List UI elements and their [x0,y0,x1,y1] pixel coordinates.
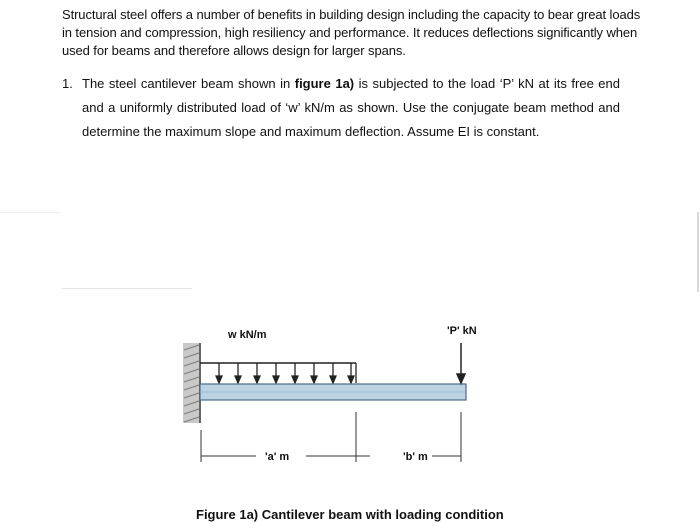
udl-arrow [348,363,354,383]
question-text-after: is subjected to the load ‘P’ kN at its free end and a uniformly distributed load of ‘w’ kN/m as shown. Use the conjugate beam method and determine the maximum slope and maximum deflection. Assume EI is constant. [82,76,620,139]
figure-reference: figure 1a) [294,76,355,91]
span-b-label: 'b' m [403,451,428,463]
udl-arrow [216,363,222,383]
point-load-arrow [457,343,465,383]
figure-caption: Figure 1a) Cantilever beam with loading condition [196,507,504,522]
udl-arrow [292,363,298,383]
intro-paragraph: Structural steel offers a number of benefits in building design including the capacity to bear great loads in tension and compression, high resiliency and performance. It reduces deflections significantly when used for beams and therefore allows design for larger spans. [62,7,641,58]
point-load-label: 'P' kN [447,325,477,337]
span-a-label: 'a' m [265,451,290,463]
udl-arrow [273,363,279,383]
udl-arrows [216,363,354,383]
udl-label: w kN/m [228,329,267,341]
fixed-support [183,343,200,423]
udl-arrow [330,363,336,383]
question-text-before: The steel cantilever beam shown in [82,76,295,91]
question-number: 1. [62,76,73,91]
udl-arrow [254,363,260,383]
udl-arrow [311,363,317,383]
udl-arrow [235,363,241,383]
